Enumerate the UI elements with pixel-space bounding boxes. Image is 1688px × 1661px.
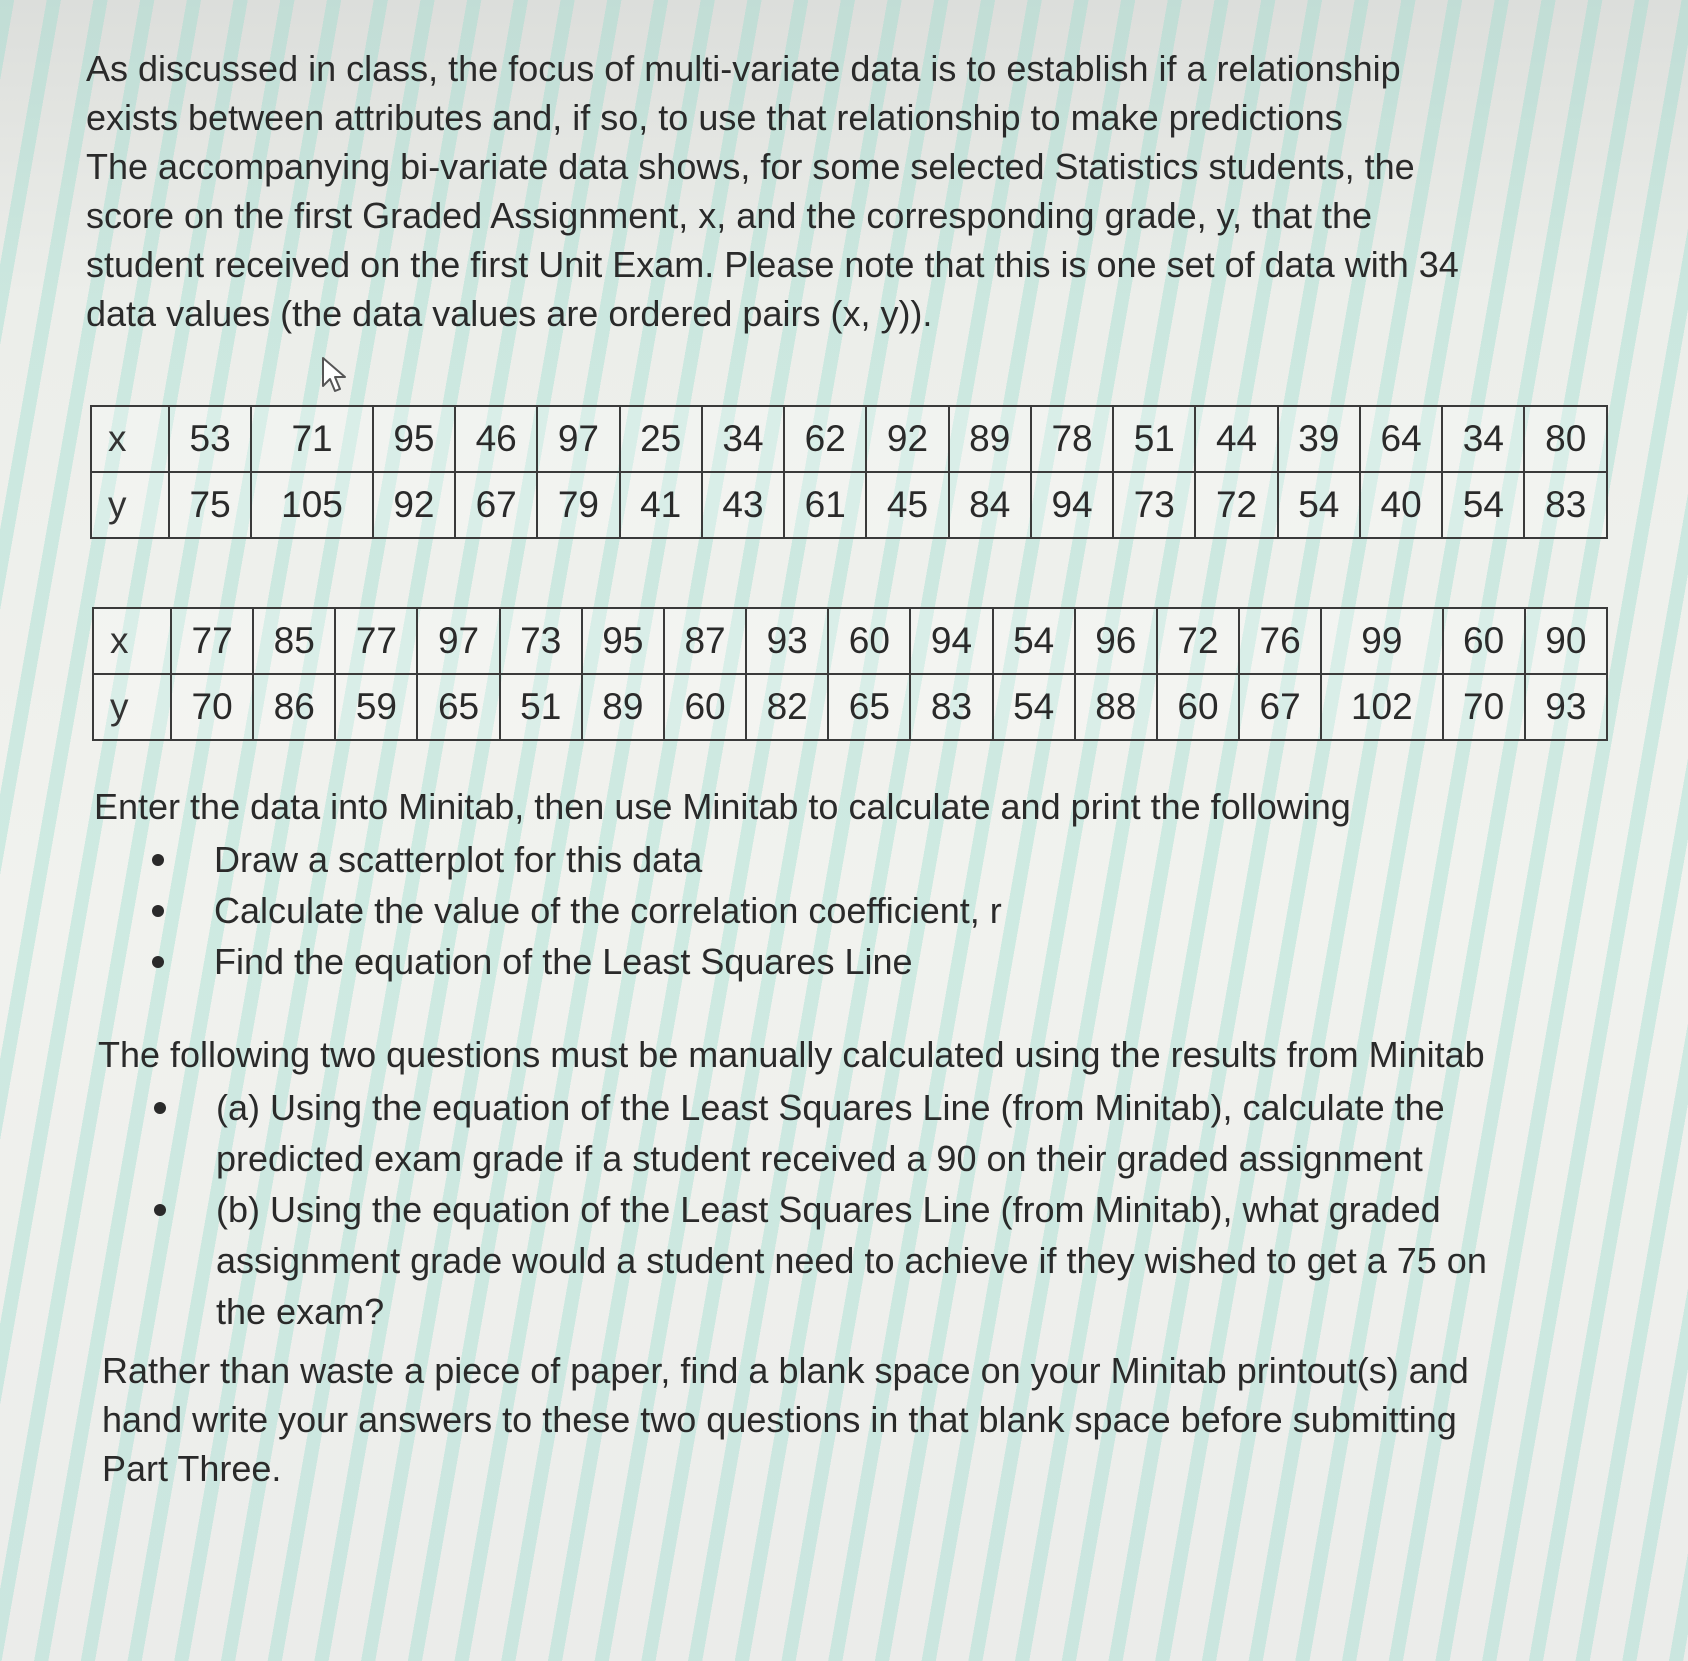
table-cell: 96 <box>1075 608 1157 674</box>
question-a-line: (a) Using the equation of the Least Squares Line (from Minitab), calculate the <box>216 1087 1445 1128</box>
table-cell: 62 <box>784 406 866 472</box>
table-cell: 65 <box>828 674 910 740</box>
table-cell: 46 <box>455 406 537 472</box>
table-cell: 61 <box>784 472 866 538</box>
table-cell: 73 <box>1113 472 1195 538</box>
table-cell: 86 <box>253 674 335 740</box>
table-cell: 54 <box>1442 472 1524 538</box>
table-cell: 77 <box>171 608 253 674</box>
intro-line: student received on the first Unit Exam. Please note that this is one set of data with 34 <box>86 244 1459 285</box>
table-cell: 76 <box>1239 608 1321 674</box>
table-cell: 92 <box>866 406 948 472</box>
bullet-icon <box>152 956 164 968</box>
table-cell: 59 <box>335 674 417 740</box>
table-cell: 83 <box>1524 472 1607 538</box>
row-label-x: x <box>91 406 169 472</box>
bullet-icon <box>154 1204 166 1216</box>
table-cell: 72 <box>1157 608 1239 674</box>
table-cell: 89 <box>949 406 1031 472</box>
list-item <box>214 834 1614 885</box>
table-cell: 39 <box>1278 406 1360 472</box>
table-cell: 25 <box>620 406 702 472</box>
table-cell: 75 <box>169 472 251 538</box>
bullet-icon <box>152 905 164 917</box>
list-item-text: Draw a scatterplot for this data <box>214 839 703 880</box>
table-cell: 80 <box>1524 406 1607 472</box>
table-cell: 54 <box>993 608 1075 674</box>
instructions-intro <box>94 782 1634 831</box>
table-cell: 60 <box>1157 674 1239 740</box>
table-cell: 53 <box>169 406 251 472</box>
table-cell: 97 <box>537 406 619 472</box>
manual-intro <box>98 1030 1638 1079</box>
intro-line: score on the first Graded Assignment, x, and the corresponding grade, y, that the <box>86 195 1373 236</box>
instructions-intro-text: Enter the data into Minitab, then use Minitab to calculate and print the following <box>94 786 1351 827</box>
table-cell: 77 <box>335 608 417 674</box>
table-cell: 67 <box>1239 674 1321 740</box>
bullet-icon <box>154 1102 166 1114</box>
question-b-line: assignment grade would a student need to achieve if they wished to get a 75 on <box>216 1240 1487 1281</box>
table-cell: 85 <box>253 608 335 674</box>
table-cell: 34 <box>1442 406 1524 472</box>
bullet-icon <box>152 854 164 866</box>
table-cell: 34 <box>702 406 784 472</box>
table-cell: 102 <box>1321 674 1442 740</box>
manual-intro-text: The following two questions must be manually calculated using the results from Minitab <box>98 1034 1485 1075</box>
closing-paragraph <box>102 1346 1642 1493</box>
table-cell: 65 <box>417 674 499 740</box>
intro-line: exists between attributes and, if so, to use that relationship to make predictions <box>86 97 1343 138</box>
table-row-x <box>91 406 1607 472</box>
table-cell: 94 <box>910 608 992 674</box>
table-cell: 105 <box>251 472 373 538</box>
manual-questions-list <box>216 1082 1616 1337</box>
data-table-2 <box>92 607 1608 741</box>
table-cell: 64 <box>1360 406 1442 472</box>
closing-line: Part Three. <box>102 1448 282 1489</box>
intro-line: data values (the data values are ordered pairs (x, y)). <box>86 293 933 334</box>
row-label-x: x <box>93 608 171 674</box>
intro-line: The accompanying bi-variate data shows, for some selected Statistics students, the <box>86 146 1415 187</box>
table-cell: 60 <box>1443 608 1525 674</box>
table-cell: 45 <box>866 472 948 538</box>
question-a <box>216 1082 1616 1184</box>
table-cell: 88 <box>1075 674 1157 740</box>
table-cell: 89 <box>582 674 664 740</box>
table-cell: 99 <box>1321 608 1442 674</box>
table-cell: 70 <box>1443 674 1525 740</box>
table-cell: 97 <box>417 608 499 674</box>
table-cell: 40 <box>1360 472 1442 538</box>
table-cell: 41 <box>620 472 702 538</box>
table-cell: 54 <box>993 674 1075 740</box>
table-cell: 95 <box>582 608 664 674</box>
table-cell: 54 <box>1278 472 1360 538</box>
table-cell: 78 <box>1031 406 1113 472</box>
mouse-pointer-icon <box>320 356 350 396</box>
question-b <box>216 1184 1616 1337</box>
table-cell: 84 <box>949 472 1031 538</box>
table-cell: 60 <box>664 674 746 740</box>
table-cell: 51 <box>1113 406 1195 472</box>
table-cell: 94 <box>1031 472 1113 538</box>
instructions-list <box>214 834 1614 987</box>
row-label-y: y <box>91 472 169 538</box>
table-cell: 71 <box>251 406 373 472</box>
table-cell: 43 <box>702 472 784 538</box>
list-item-text: Calculate the value of the correlation coefficient, r <box>214 890 1002 931</box>
table-cell: 83 <box>910 674 992 740</box>
table-cell: 87 <box>664 608 746 674</box>
table-cell: 93 <box>1525 674 1607 740</box>
data-table-1 <box>90 405 1608 539</box>
table-cell: 44 <box>1195 406 1277 472</box>
table-cell: 51 <box>500 674 582 740</box>
question-a-line: predicted exam grade if a student received a 90 on their graded assignment <box>216 1138 1423 1179</box>
list-item <box>214 936 1614 987</box>
table-cell: 93 <box>746 608 828 674</box>
table-cell: 70 <box>171 674 253 740</box>
question-b-line: the exam? <box>216 1291 385 1332</box>
intro-paragraph <box>86 44 1626 338</box>
table-cell: 73 <box>500 608 582 674</box>
table-row-y <box>91 472 1607 538</box>
table-row-x <box>93 608 1607 674</box>
table-cell: 60 <box>828 608 910 674</box>
table-cell: 95 <box>373 406 455 472</box>
closing-line: hand write your answers to these two questions in that blank space before submitting <box>102 1399 1457 1440</box>
row-label-y: y <box>93 674 171 740</box>
table-row-y <box>93 674 1607 740</box>
closing-line: Rather than waste a piece of paper, find a blank space on your Minitab printout(s) and <box>102 1350 1469 1391</box>
intro-line: As discussed in class, the focus of multi-variate data is to establish if a relationship <box>86 48 1401 89</box>
list-item-text: Find the equation of the Least Squares Line <box>214 941 913 982</box>
table-cell: 79 <box>537 472 619 538</box>
table-cell: 67 <box>455 472 537 538</box>
table-cell: 92 <box>373 472 455 538</box>
list-item <box>214 885 1614 936</box>
table-cell: 72 <box>1195 472 1277 538</box>
table-cell: 82 <box>746 674 828 740</box>
table-cell: 90 <box>1525 608 1607 674</box>
question-b-line: (b) Using the equation of the Least Squares Line (from Minitab), what graded <box>216 1189 1441 1230</box>
